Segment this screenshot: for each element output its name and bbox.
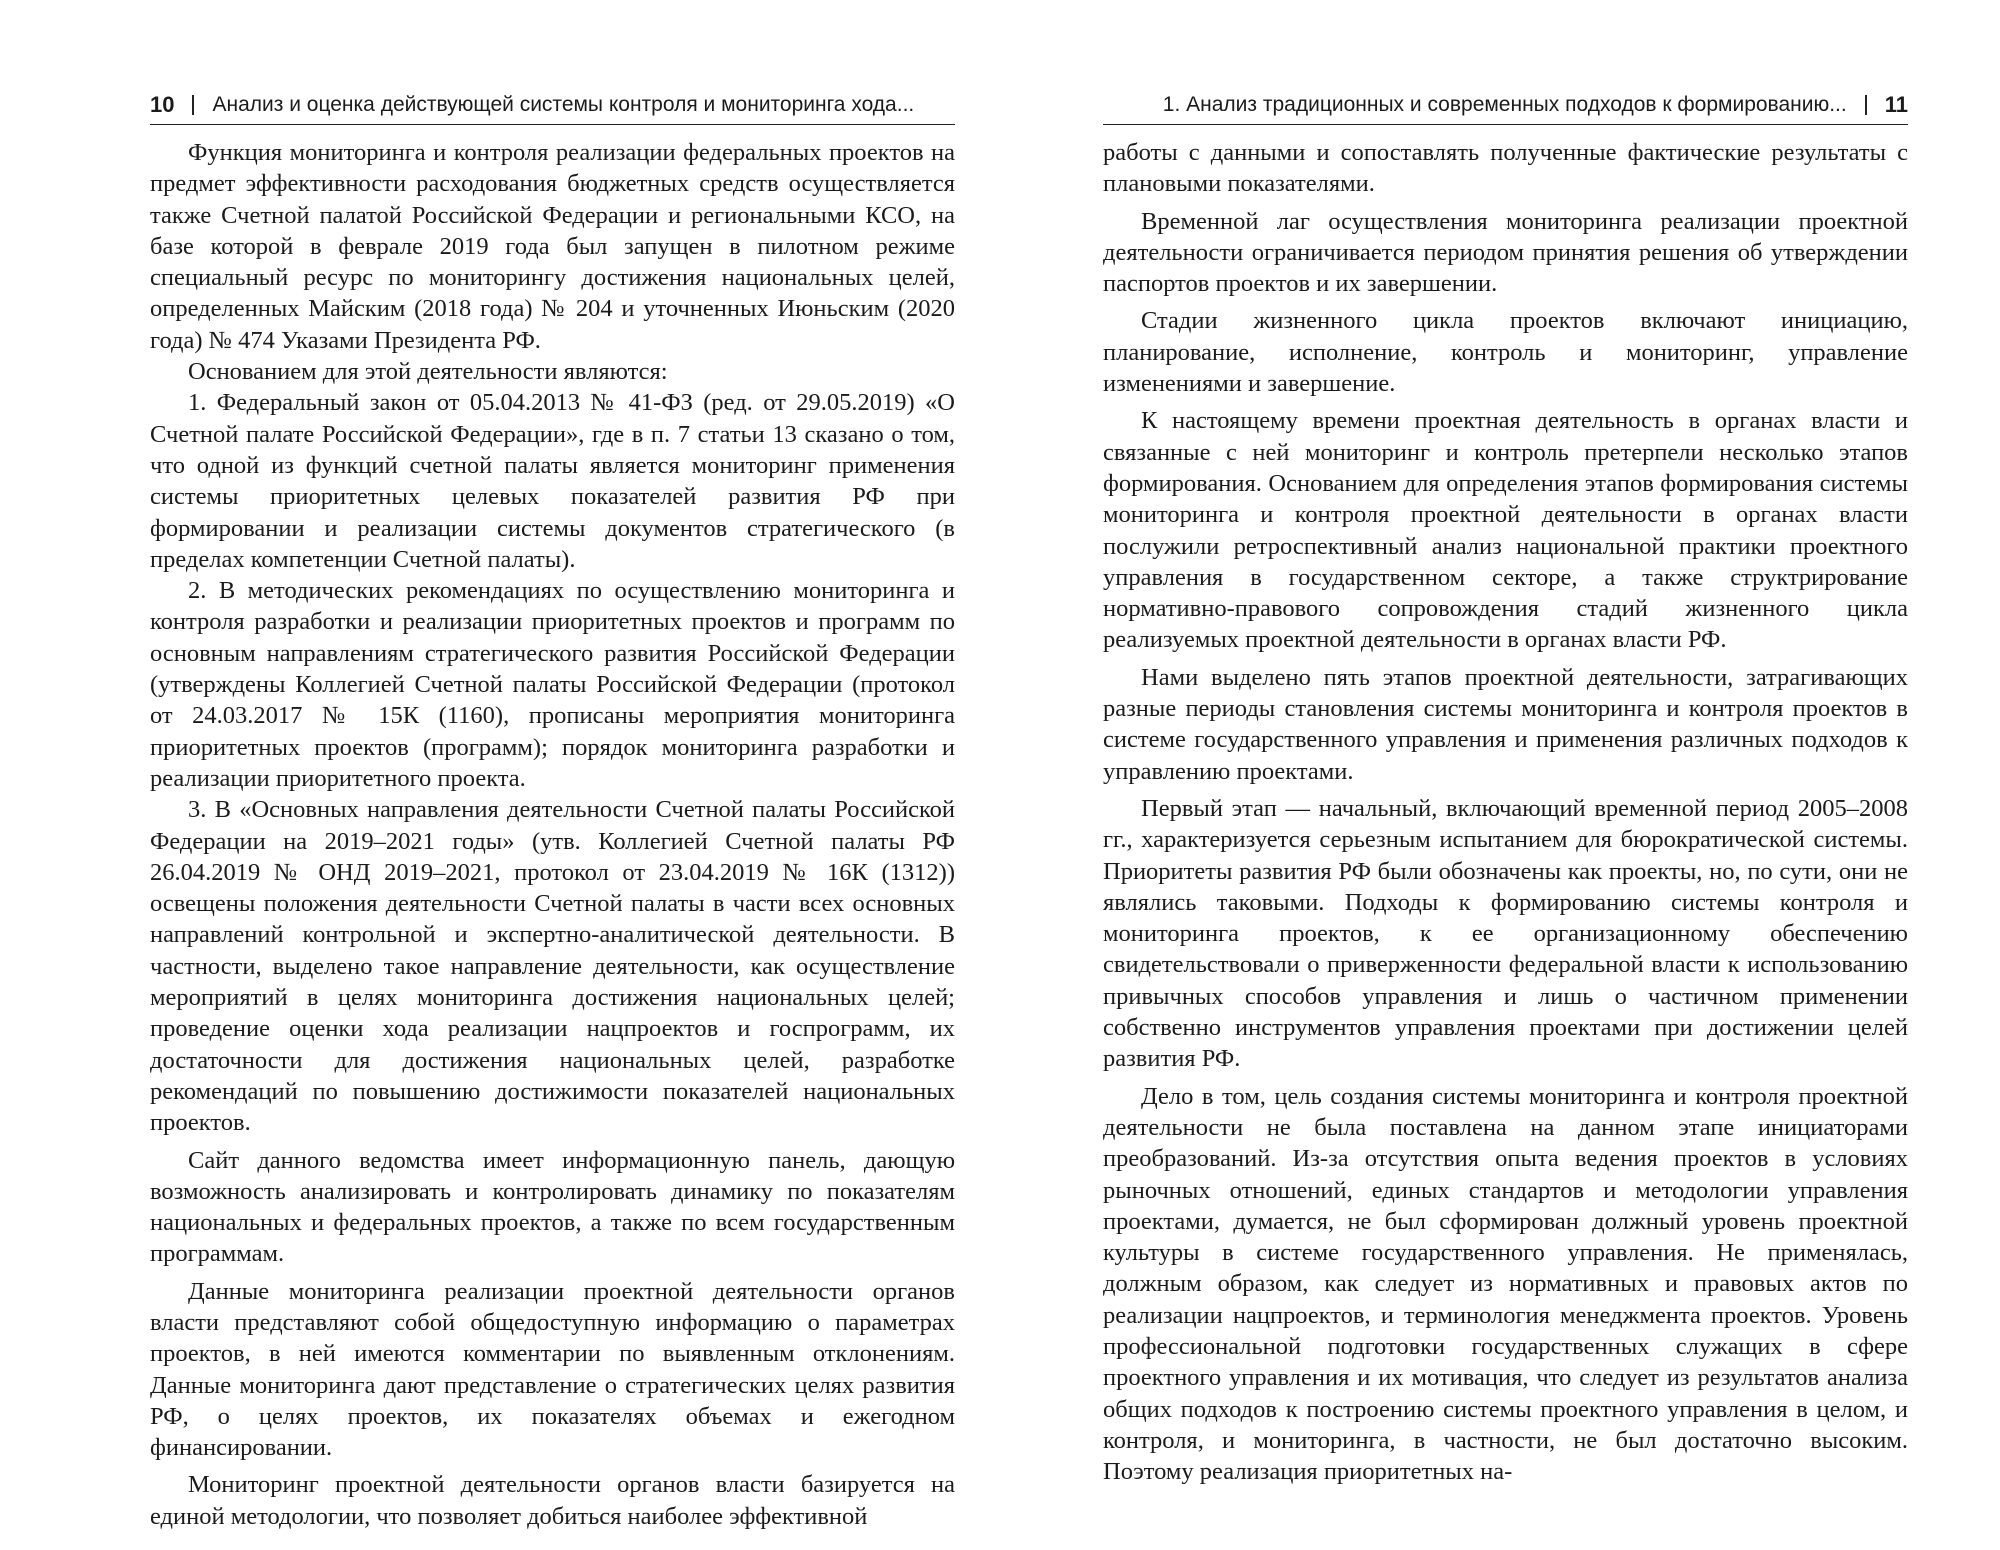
paragraph: Первый этап — начальный, включающий временной период 2005–2008 гг., характеризуется серьезным испытанием для бюрократической системы. Приоритеты развития РФ были обозначены как проекты, но, по сути, они не являлись таковыми. Подходы к формированию системы контроля и мониторинга проектов, к ее организационному обеспечению свидетельствовали о приверженности федеральной власти к использованию привычных способов управления и лишь о частичном применении собственно инструментов управления проектами при достижении целей развития РФ. [1103, 794, 1908, 1073]
paragraph: Функция мониторинга и контроля реализации федеральных проектов на предмет эффективности расходования бюджетных средств осуществляется также Счетной палатой Российской Федерации и региональными КСО, на базе которой в феврале 2019 года был запущен в пилотном режиме специальный ресурс по мониторингу достижения национальных целей, определенных Майским (2018 года) № 204 и уточненных Июньским (2020 года) № 474 Указами Президента РФ. [150, 139, 955, 354]
paragraph: Сайт данного ведомства имеет информационную панель, дающую возможность анализировать и контролировать динамику по показателям национальных и федеральных проектов, а также по всем государственным программам. [150, 1146, 955, 1268]
paragraph: 1. Федеральный закон от 05.04.2013 № 41-ФЗ (ред. от 29.05.2019) «О Счетной палате Российской Федерации», где в п. 7 статьи 13 сказано о том, что одной из функций счетной палаты является мониторинг применения системы приоритетных целевых показателей развития РФ при формировании и реализации системы документов стратегического (в пределах компетенции Счетной палаты). [150, 389, 955, 573]
paragraph: К настоящему времени проектная деятельность в органах власти и связанные с ней мониторинг и контроль претерпели несколько этапов формирования. Основанием для определения этапов формирования системы мониторинга и контроля проектной деятельности в органах власти послужили ретроспективный анализ национальной практики проектного управления в государственном секторе, а также структрирование нормативно-правового сопровождения стадий жизненного цикла реализуемых проектной деятельности в органах власти РФ. [1103, 407, 1908, 654]
running-title: 1. Анализ традиционных и современных подходов к формированию... [1162, 93, 1847, 116]
paragraph: Основанием для этой деятельности являются: [188, 358, 668, 386]
running-title: Анализ и оценка действующей системы контроля и мониторинга хода... [212, 93, 915, 116]
right-page [1103, 92, 1908, 1487]
left-running-header [150, 92, 955, 125]
paragraph: Стадии жизненного цикла проектов включают инициацию, планирование, исполнение, контроль и мониторинг, управление изменениями и завершение. [1103, 307, 1908, 398]
paragraph: работы с данными и сопоставлять полученные фактические результаты с плановыми показателями. [1103, 139, 1908, 198]
paragraph: Мониторинг проектной деятельности органов власти базируется на единой методологии, что позволяет добиться наиболее эффективной [150, 1471, 955, 1530]
page-number: 10 [150, 92, 175, 117]
paragraph: 2. В методических рекомендациях по осуществлению мониторинга и контроля разработки и реализации приоритетных проектов и программ по основным направлениям стратегического развития Российской Федерации (утверждены Коллегией Счетной палаты Российской Федерации (протокол от 24.03.2017 № 15К (1160), прописаны мероприятия мониторинга приоритетных проектов (программ); порядок мониторинга разработки и реализации приоритетного проекта. [150, 577, 955, 792]
header-separator [1865, 95, 1867, 115]
paragraph: Данные мониторинга реализации проектной деятельности органов власти представляют собой общедоступную информацию о параметрах проектов, в ней имеются комментарии по выявленным отклонениям. Данные мониторинга дают представление о стратегических целях развития РФ, о целях проектов, их показателях объемах и ежегодном финансировании. [150, 1277, 955, 1462]
left-page-body [150, 137, 955, 1532]
paragraph: Временной лаг осуществления мониторинга реализации проектной деятельности ограничивается периодом принятия решения об утверждении паспортов проектов и их завершении. [1103, 207, 1908, 298]
right-running-header [1103, 92, 1908, 125]
paragraph: Нами выделено пять этапов проектной деятельности, затрагивающих разные периоды становления системы мониторинга и контроля проектов в системе государственного управления и применения различных подходов к управлению проектами. [1103, 663, 1908, 785]
page-number: 11 [1884, 92, 1908, 117]
paragraph: 3. В «Основных направления деятельности Счетной палаты Российской Федерации на 2019–2021 годы» (утв. Коллегией Счетной палаты РФ 26.04.2019 № ОНД 2019–2021, протокол от 23.04.2019 № 16К (1312)) освещены положения деятельности Счетной палаты в части всех основных направлений контрольной и экспертно-аналитической деятельности. В частности, выделено такое направление деятельности, как осуществление мероприятий в целях мониторинга достижения национальных целей; проведение оценки хода реализации нацпроектов и госпрограмм, их достаточности для достижения национальных целей, разработке рекомендаций по повышению достижимости показателей национальных проектов. [150, 796, 955, 1137]
header-separator [192, 95, 194, 115]
paragraph: Дело в том, цель создания системы мониторинга и контроля проектной деятельности не была поставлена на данном этапе инициаторами преобразований. Из-за отсутствия опыта ведения проектов в условиях рыночных отношений, единых стандартов и методологии управления проектами, думается, не был сформирован должный уровень проектной культуры в системе государственного управления. Не применялась, должным образом, как следует из нормативных и правовых актов по реализации нацпроектов, и терминология менеджмента проектов. Уровень профессиональной подготовки государственных служащих в сфере проектного управления и их мотивация, что следует из результатов анализа общих подходов к построению системы проектного управления в целом, и контроля, и мониторинга, в частности, не был достаточно высоким. Поэтому реализация приоритетных на- [1103, 1082, 1908, 1486]
left-page [150, 92, 955, 1532]
right-page-body [1103, 137, 1908, 1487]
